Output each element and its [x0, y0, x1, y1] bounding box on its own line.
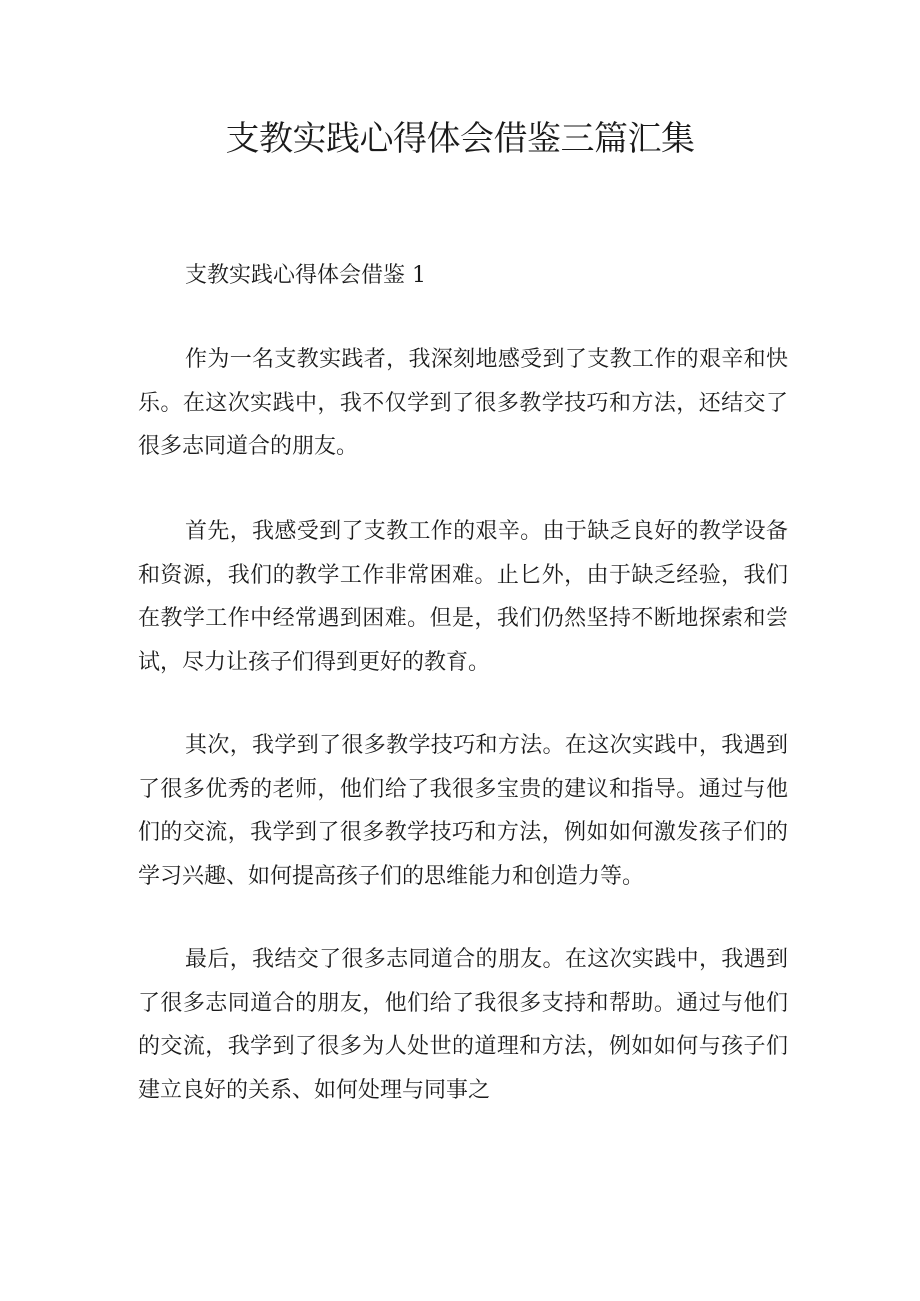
paragraph: 其次，我学到了很多教学技巧和方法。在这次实践中，我遇到了很多优秀的老师，他们给了我很多宝贵的建议和指导。通过与他们的交流，我学到了很多教学技巧和方法，例如如何激发孩子们的学习兴趣、如何提高孩子们的思维能力和创造力等。 — [138, 733, 788, 889]
paragraph: 首先，我感受到了支教工作的艰辛。由于缺乏良好的教学设备和资源，我们的教学工作非常困难。止匕外，由于缺乏经验，我们在教学工作中经常遇到困难。但是，我们仍然坚持不断地探索和尝试，尽力让孩子们得到更好的教育。 — [138, 519, 788, 675]
paragraph: 作为一名支教实践者，我深刻地感受到了支教工作的艰辛和快乐。在这次实践中，我不仅学到了很多教学技巧和方法，还结交了很多志同道合的朋友。 — [138, 347, 788, 460]
section-heading: 支教实践心得体会借鉴 1 — [185, 263, 426, 288]
paragraph: 最后，我结交了很多志同道合的朋友。在这次实践中，我遇到了很多志同道合的朋友，他们给了我很多支持和帮助。通过与他们的交流，我学到了很多为人处世的道理和方法，例如如何与孩子们建立良好的关系、如何处理与同事之 — [138, 947, 788, 1103]
document-title: 支教实践心得体会借鉴三篇汇集 — [225, 119, 695, 159]
